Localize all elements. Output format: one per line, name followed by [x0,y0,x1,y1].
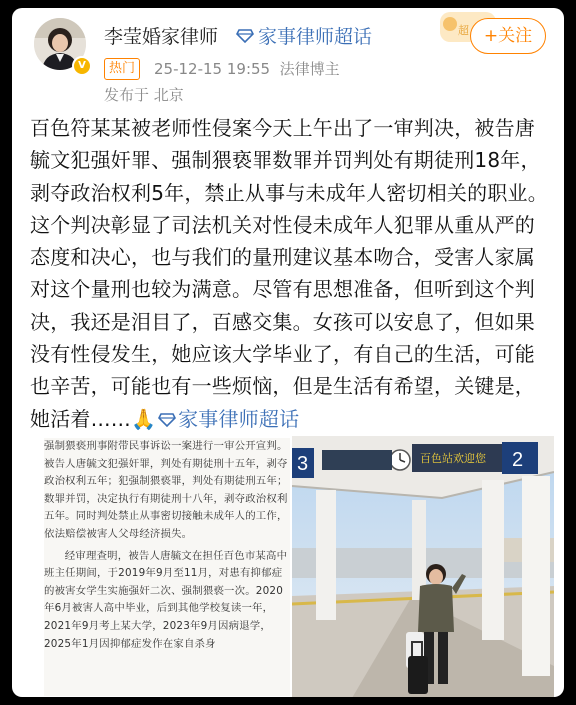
super-topic-label: 家事律师超话 [258,26,373,48]
body-topic-link[interactable] [156,407,299,431]
post-meta [154,58,340,79]
diamond-topic-icon [158,413,176,427]
post-timestamp: 25-12-15 19:55 [154,60,271,78]
follow-button[interactable]: +关注 [470,18,546,54]
post-body-text: 百色符某某被老师性侵案今天上午出了一审判决，被告唐毓文犯强奸罪、强制猥亵罪数罪并罚判处有期徒刑18年，剥夺政治权利5年，禁止从事与未成年人密切相关的职业。这个判决彰显了司法机关对性侵未成年人犯罪从重从严的态度和决心，也与我们的量刑建议基本吻合，受害人家属对这个量刑也较为满意。尽管有思想准备，但听到这个判决，我还是泪目了，百感交集。女孩可以安息了，但如果没有性侵发生，她应该大学毕业了，有自己的生活，可能也辛苦，可能也有一些烦恼，但是生活有希望，关键是，她活着…… [30,116,548,431]
weibo-post-card [12,8,564,697]
post-body [30,112,550,435]
post-location: 发布于 北京 [104,86,184,104]
author-name[interactable]: 李莹婚家律师 [104,26,219,48]
pray-emoji-icon: 🙏 [131,406,157,431]
hot-badge: 热门 [104,58,140,80]
verified-v-badge-icon: V [72,56,92,76]
document-paragraph: 经审理查明，被告人唐毓文在担任百色市某高中班主任期间，于2019年9月至11月，对患有抑郁症的被害女学生实施强奸二次、强制猥亵一次。2020年6月被害人高中毕业，后到其他学校复读一年，2021年9月考上某大学，2023年9月因病退学，2025年1月因抑郁症发作在家自杀身 [44,549,288,650]
platform-number-3: 3 [297,453,309,475]
post-source: 法律博主 [279,60,340,78]
super-topic-link[interactable] [236,22,372,49]
document-paragraph: 强制猥亵刑事附带民事诉讼一案进行一审公开宣判。被告人唐毓文犯强奸罪，判处有期徒刑十五年，剥夺政治权利五年；犯强制猥亵罪，判处有期徒刑五年；数罪并罚，决定执行有期徒刑十八年，剥夺政治权利五年。同时判处禁止从事密切接触未成年人的工作，依法赔偿被害人父母经济损失。 [44,440,288,540]
station-photo[interactable] [292,436,554,697]
platform-number-2: 2 [512,449,524,471]
svg-text:超: 超 [458,25,469,37]
led-sign-text: 百色站欢迎您 [420,453,486,465]
diamond-topic-icon [236,29,254,43]
body-topic-label: 家事律师超话 [178,406,300,431]
court-document-image[interactable] [44,438,290,696]
